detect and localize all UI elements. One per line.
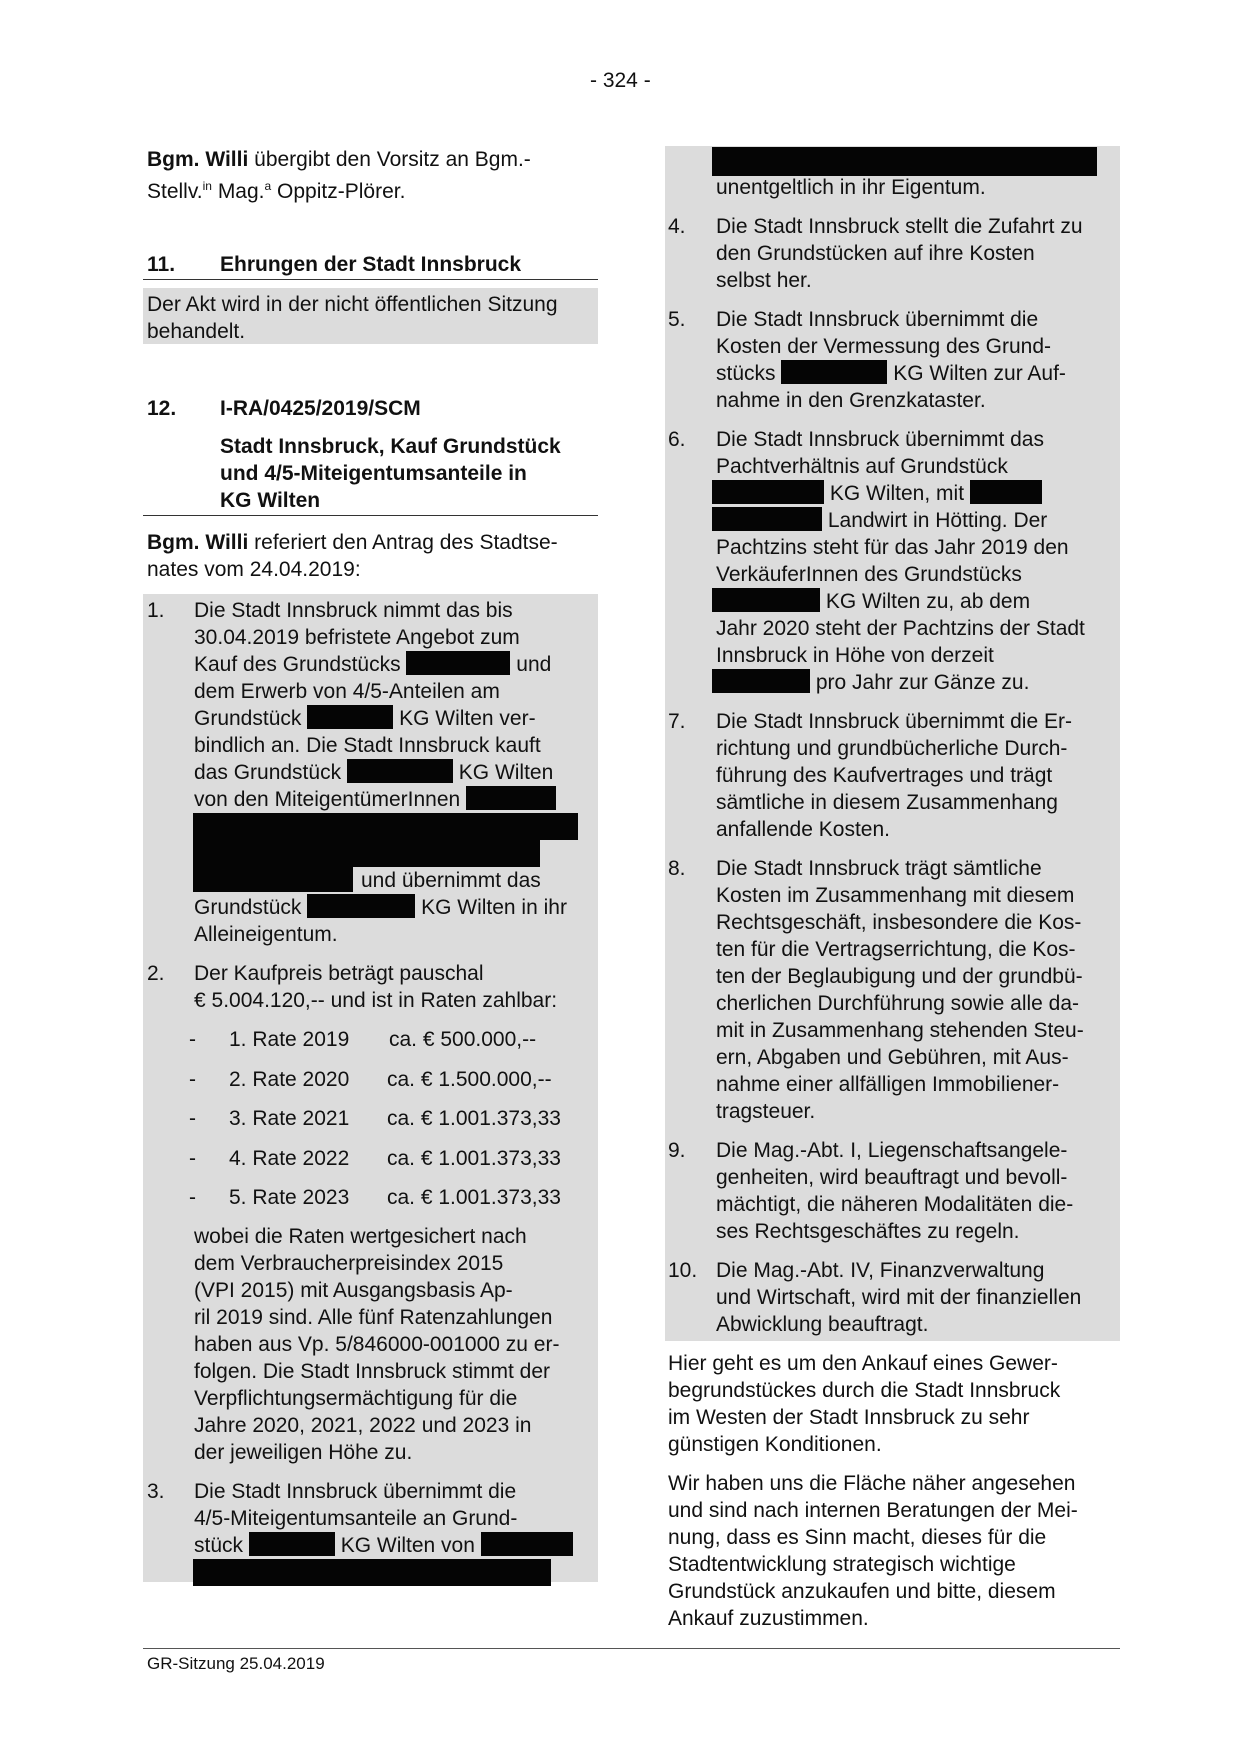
item-1-line: Grundstück KG Wilten in ihr: [194, 896, 567, 919]
section-11-note-line-2: behandelt.: [147, 320, 246, 343]
item-2-line: Der Kaufpreis beträgt pauschal: [194, 962, 484, 985]
item-3-number: 3.: [147, 1480, 165, 1503]
item-3-line: 4/5-Miteigentumsanteile an Grund-: [194, 1507, 518, 1530]
section-11-title: Ehrungen der Stadt Innsbruck: [220, 253, 522, 276]
item-1-line: Die Stadt Innsbruck nimmt das bis: [194, 599, 513, 622]
section-12-number: 12.: [147, 397, 177, 420]
item-5-line: Kosten der Vermessung des Grund-: [716, 335, 1052, 358]
redaction-block: [307, 894, 415, 918]
chair-handover-line-2: Stellv.$^{in}$ Mag.$^a$ Oppitz-Plörer.: [147, 179, 406, 203]
speech-paragraph-line: Stadtentwicklung strategisch wichtige: [668, 1553, 1016, 1576]
item-6-line: Pachtzins steht für das Jahr 2019 den: [716, 536, 1069, 559]
section-12-title-2: und 4/5-Miteigentumsanteile in: [220, 462, 527, 485]
item-5-line: Die Stadt Innsbruck übernimmt die: [716, 308, 1039, 331]
section-11-rule: [143, 279, 598, 280]
redaction-block: [193, 867, 353, 892]
speech-paragraph-line: begrundstückes durch die Stadt Innsbruck: [668, 1379, 1061, 1402]
item-2-line: (VPI 2015) mit Ausgangsbasis Ap-: [194, 1279, 513, 1302]
item-1-line: dem Erwerb von 4/5-Anteilen am: [194, 680, 500, 703]
redaction-block: [712, 507, 822, 531]
item-3-line: stück KG Wilten von: [194, 1532, 573, 1559]
item-2-line: € 5.004.120,-- und ist in Raten zahlbar:: [194, 989, 558, 1012]
chair-handover-line-1: Bgm. Willi übergibt den Vorsitz an Bgm.-: [147, 148, 531, 171]
item-9-number: 9.: [668, 1139, 686, 1162]
item-9-line: ses Rechtsgeschäftes zu regeln.: [716, 1220, 1020, 1243]
item-4-number: 4.: [668, 215, 686, 238]
redaction-block: [347, 759, 453, 783]
item-5-line: nahme in den Grenzkataster.: [716, 389, 986, 412]
item-9-line: genheiten, wird beauftragt und bevoll-: [716, 1166, 1068, 1189]
item-1-line: das Grundstück KG Wilten: [194, 761, 554, 784]
section-11-number: 11.: [147, 253, 176, 276]
item-9-line: mächtigt, die näheren Modalitäten die-: [716, 1193, 1074, 1216]
item-9-line: Die Mag.-Abt. I, Liegenschaftsangele-: [716, 1139, 1068, 1162]
item-10-line: Die Mag.-Abt. IV, Finanzverwaltung: [716, 1259, 1045, 1282]
footer-rule: [143, 1648, 1120, 1649]
item-8-line: cherlichen Durchführung sowie alle da-: [716, 992, 1080, 1015]
item-7-number: 7.: [668, 710, 686, 733]
section-12-rule: [143, 515, 598, 516]
item-6-line: KG Wilten zu, ab dem: [712, 588, 1030, 615]
section-12-intro-line-1: Bgm. Willi referiert den Antrag des Stadtse-: [147, 531, 558, 554]
item-8-line: ern, Abgaben und Gebühren, mit Aus-: [716, 1046, 1069, 1069]
speech-paragraph-line: Wir haben uns die Fläche näher angesehen: [668, 1472, 1076, 1495]
item-2-line: der jeweiligen Höhe zu.: [194, 1441, 413, 1464]
item-6-line: Innsbruck in Höhe von derzeit: [716, 644, 994, 667]
item-8-line: Kosten im Zusammenhang mit diesem: [716, 884, 1075, 907]
item-6-number: 6.: [668, 428, 686, 451]
item-8-line: nahme einer allfälligen Immobiliener-: [716, 1073, 1060, 1096]
redaction-block: [249, 1532, 335, 1556]
speech-paragraph-line: Ankauf zuzustimmen.: [668, 1607, 869, 1630]
item-10-number: 10.: [668, 1259, 698, 1282]
item-8-line: mit in Zusammenhang stehenden Steu-: [716, 1019, 1084, 1042]
item-6-line: pro Jahr zur Gänze zu.: [712, 669, 1029, 696]
item-8-line: ten für die Vertragserrichtung, die Kos-: [716, 938, 1076, 961]
item-7-line: führung des Kaufvertrages und trägt: [716, 764, 1053, 787]
redaction-block: [712, 147, 1097, 176]
item-1-line: und übernimmt das: [361, 869, 541, 892]
item-6-line: Jahr 2020 steht der Pachtzins der Stadt: [716, 617, 1085, 640]
speaker-name: Bgm. Willi: [147, 148, 249, 171]
item-8-line: ten der Beglaubigung und der grundbü-: [716, 965, 1083, 988]
section-12-title-1: Stadt Innsbruck, Kauf Grundstück: [220, 435, 561, 458]
item-10-line: und Wirtschaft, wird mit der finanziellen: [716, 1286, 1082, 1309]
redaction-block: [307, 705, 393, 729]
redaction-block: [466, 786, 556, 810]
redaction-block: [712, 480, 824, 504]
section-12-intro-line-2: nates vom 24.04.2019:: [147, 558, 361, 581]
item-2-line: Jahre 2020, 2021, 2022 und 2023 in: [194, 1414, 532, 1437]
redaction-block: [970, 480, 1042, 504]
redaction-block: [781, 360, 887, 384]
item-6-line: Die Stadt Innsbruck übernimmt das: [716, 428, 1044, 451]
item-6-line: Pachtverhältnis auf Grundstück: [716, 455, 1008, 478]
item-7-line: richtung und grundbücherliche Durch-: [716, 737, 1068, 760]
section-12-code: I-RA/0425/2019/SCM: [220, 397, 421, 420]
item-5-line: stücks KG Wilten zur Auf-: [716, 362, 1066, 385]
item-3-continuation: unentgeltlich in ihr Eigentum.: [716, 176, 986, 199]
item-3-line: Die Stadt Innsbruck übernimmt die: [194, 1480, 517, 1503]
item-2-line: wobei die Raten wertgesichert nach: [194, 1225, 527, 1248]
item-6-line: Landwirt in Hötting. Der: [712, 507, 1047, 534]
section-11-note-line-1: Der Akt wird in der nicht öffentlichen Sitzung: [147, 293, 558, 316]
speech-paragraph-line: Hier geht es um den Ankauf eines Gewer-: [668, 1352, 1058, 1375]
redaction-block: [712, 669, 810, 693]
redaction-block: [193, 813, 578, 840]
item-10-line: Abwicklung beauftragt.: [716, 1313, 929, 1336]
item-4-line: selbst her.: [716, 269, 812, 292]
item-5-number: 5.: [668, 308, 686, 331]
item-1-line: bindlich an. Die Stadt Innsbruck kauft: [194, 734, 541, 757]
redaction-block: [481, 1532, 573, 1556]
item-6-line: VerkäuferInnen des Grundstücks: [716, 563, 1022, 586]
item-1-line: Kauf des Grundstücks und: [194, 653, 552, 676]
item-7-line: Die Stadt Innsbruck übernimmt die Er-: [716, 710, 1072, 733]
item-1-line: Grundstück KG Wilten ver-: [194, 707, 536, 730]
item-4-line: den Grundstücken auf ihre Kosten: [716, 242, 1035, 265]
item-8-line: Die Stadt Innsbruck trägt sämtliche: [716, 857, 1042, 880]
item-2-line: dem Verbraucherpreisindex 2015: [194, 1252, 504, 1275]
item-4-line: Die Stadt Innsbruck stellt die Zufahrt zu: [716, 215, 1083, 238]
speech-paragraph-line: im Westen der Stadt Innsbruck zu sehr: [668, 1406, 1030, 1429]
item-2-line: ril 2019 sind. Alle fünf Ratenzahlungen: [194, 1306, 553, 1329]
item-1-line: Alleineigentum.: [194, 923, 338, 946]
item-8-line: tragsteuer.: [716, 1100, 816, 1123]
speech-paragraph-line: Grundstück anzukaufen und bitte, diesem: [668, 1580, 1056, 1603]
redaction-block: [406, 651, 510, 675]
item-2-line: folgen. Die Stadt Innsbruck stimmt der: [194, 1360, 550, 1383]
item-1-line: 30.04.2019 befristete Angebot zum: [194, 626, 520, 649]
item-6-line: KG Wilten, mit: [712, 480, 1042, 507]
item-1-number: 1.: [147, 599, 165, 622]
section-12-title-3: KG Wilten: [220, 489, 321, 512]
redaction-block: [193, 1559, 551, 1586]
redaction-block: [712, 588, 820, 612]
footer-text: GR-Sitzung 25.04.2019: [147, 1654, 325, 1673]
item-2-line: haben aus Vp. 5/846000-001000 zu er-: [194, 1333, 560, 1356]
speech-paragraph-line: günstigen Konditionen.: [668, 1433, 882, 1456]
item-8-line: Rechtsgeschäft, insbesondere die Kos-: [716, 911, 1082, 934]
speech-paragraph-line: nung, dass es Sinn macht, dieses für die: [668, 1526, 1047, 1549]
page-number: - 324 -: [590, 69, 651, 92]
item-8-number: 8.: [668, 857, 686, 880]
item-2-number: 2.: [147, 962, 165, 985]
item-2-line: Verpflichtungsermächtigung für die: [194, 1387, 518, 1410]
speech-paragraph-line: und sind nach internen Beratungen der Mei-: [668, 1499, 1078, 1522]
item-1-line: von den MiteigentümerInnen: [194, 786, 556, 813]
item-7-line: sämtliche in diesem Zusammenhang: [716, 791, 1058, 814]
item-7-line: anfallende Kosten.: [716, 818, 890, 841]
redaction-block: [193, 840, 540, 867]
